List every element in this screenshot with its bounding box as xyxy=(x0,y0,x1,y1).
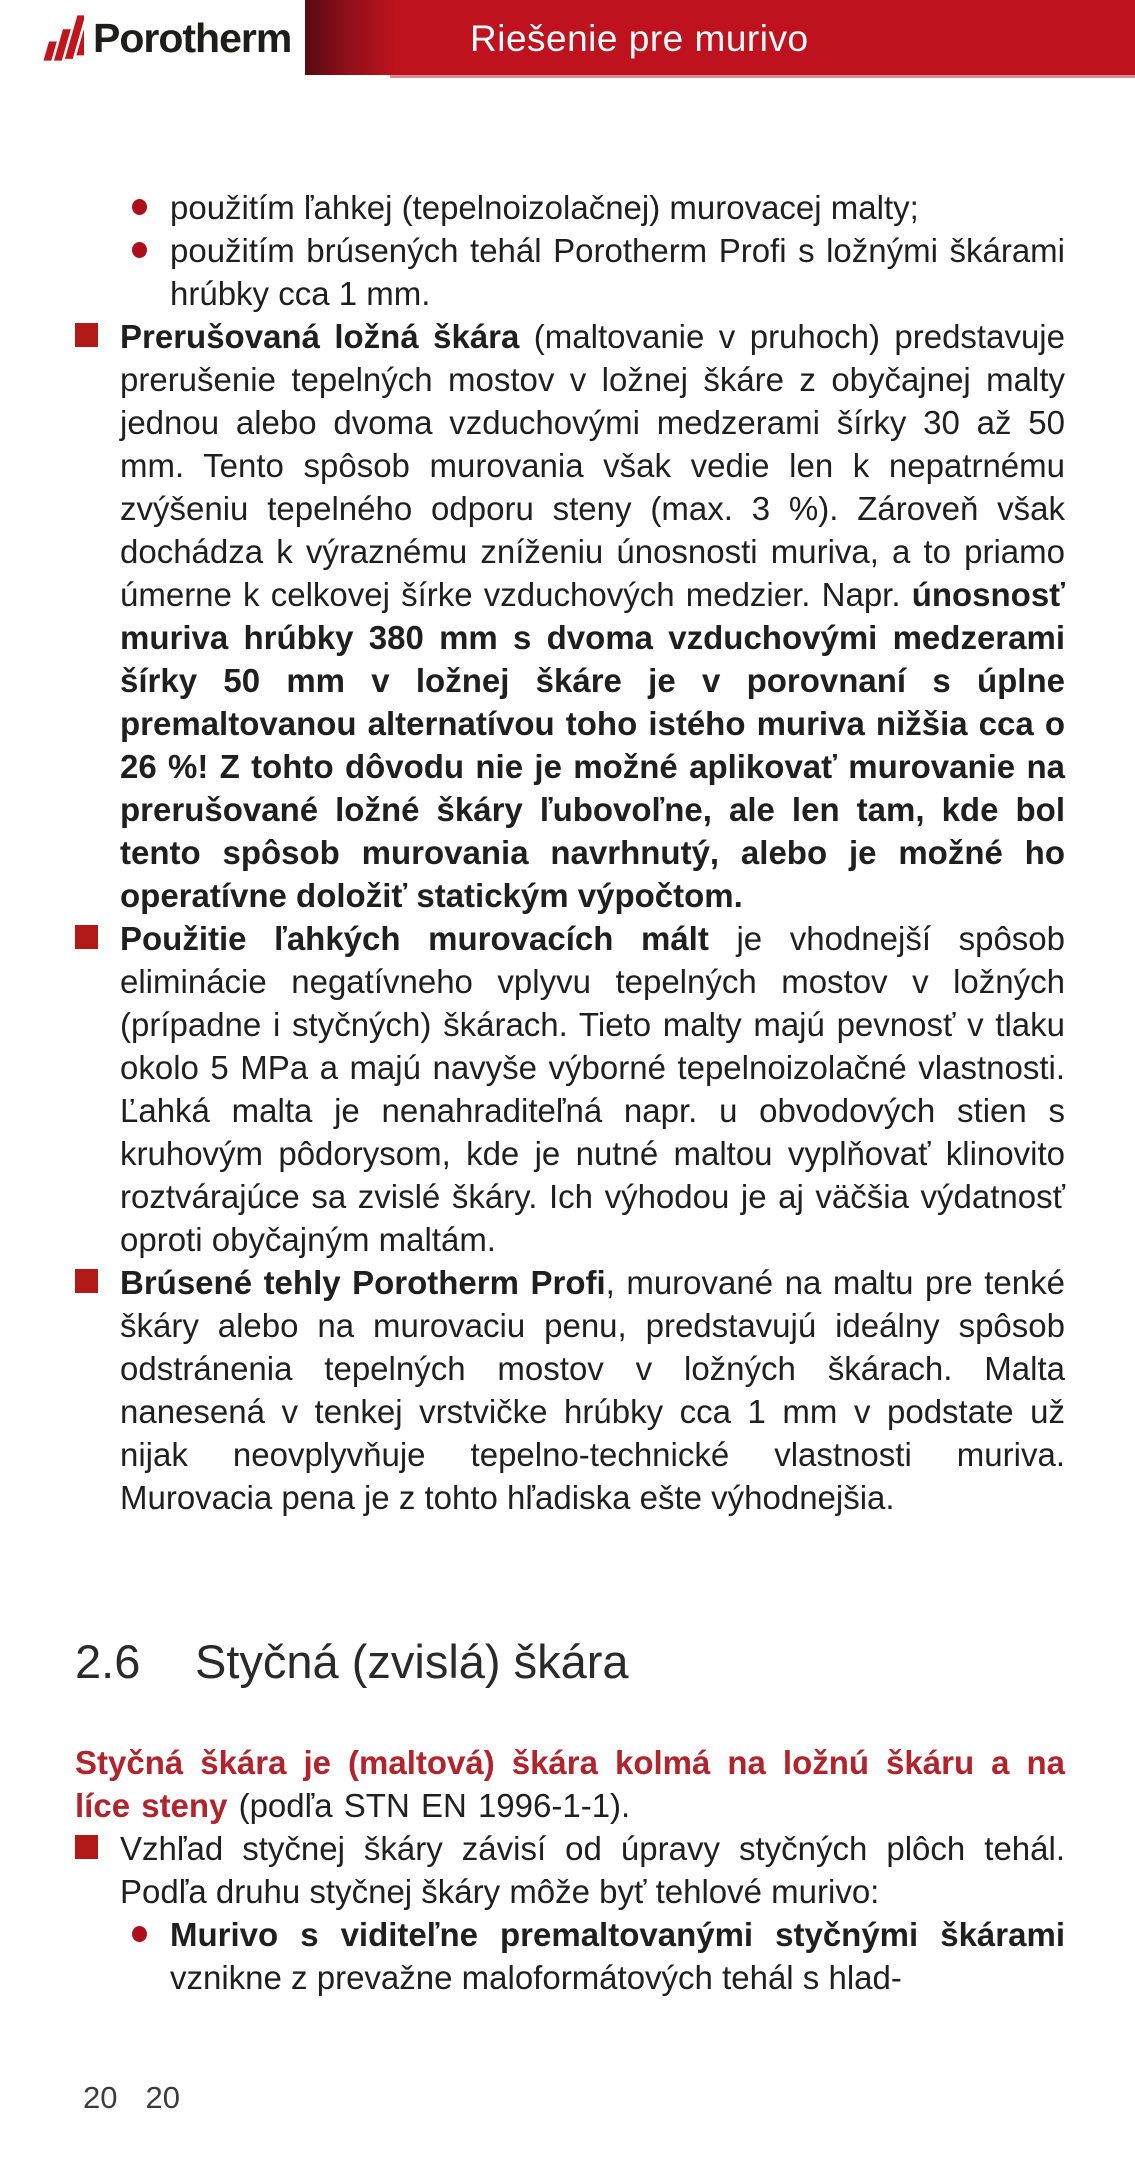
paragraph-prerusovana xyxy=(75,315,1065,917)
list-item-text: použitím ľahkej (tepelnoizolačnej) murovacej malty; xyxy=(170,189,919,226)
list-item xyxy=(75,1913,1065,1999)
section-number: 2.6 xyxy=(75,1635,141,1688)
round-bullet-icon xyxy=(132,199,147,215)
round-bullet-icon xyxy=(132,1926,147,1942)
paragraph-bold-lead: Prerušovaná ložná škára xyxy=(120,318,520,355)
square-bullet-icon xyxy=(75,925,98,949)
square-bullet-icon xyxy=(75,1269,98,1293)
paragraph-text: (maltovanie v pruhoch) predstavuje prerušenie tepelných mostov v ložnej škáre z obyčajnej malty jednou alebo dvoma vzduchovými medzerami šírky 30 až 50 mm. Tento spôsob murovania však vedie len k nepatrnému zvýšeniu tepelného odporu steny (max. 3 %). Zároveň však dochádza k výraznému zníženiu únosnosti muriva, a to priamo úmerne k celkovej šírke vzduchových medzier. Napr. xyxy=(120,318,1065,613)
sub-bullet-list xyxy=(75,1913,1065,1999)
list-item-text: použitím brúsených tehál Porotherm Profi s ložnými škárami hrúbky cca 1 mm. xyxy=(170,232,1065,312)
paragraph-bold-lead: Použitie ľahkých murovacích mált xyxy=(120,920,709,957)
page-number: 20 xyxy=(83,2080,118,2115)
banner-title: Riešenie pre murivo xyxy=(470,18,809,59)
logo-text: Porotherm xyxy=(93,15,292,61)
paragraph-vzhlad xyxy=(75,1827,1065,1913)
paragraph-bold-tail: únosnosť muriva hrúbky 380 mm s dvoma vzduchovými medzerami šírky 50 mm v ložnej škáre je v porovnaní s úplne premaltovanou alternatívou toho istého muriva nižšia cca o 26 %! Z tohto dôvodu nie je možné aplikovať murovanie na prerušované ložné škáry ľubovoľne, ale len tam, kde bol tento spôsob murovania navrhnutý, alebo je možné ho operatívne doložiť statickým výpočtom. xyxy=(120,576,1065,914)
paragraph-text: , murované na maltu pre tenké škáry alebo na murovaciu penu, predstavujú ideálny spôsob odstránenia tepelných mostov v ložných škárach. Malta nanesená v tenkej vrstvičke hrúbky cca 1 mm v podstate už nijak neovplyvňuje tepelno-technické vlastnosti muriva. Murovacia pena je z tohto hľadiska ešte výhodnejšia. xyxy=(120,1264,1065,1516)
lead-red-text: Styčná škára je (maltová) škára kolmá na ložnú škáru a na líce steny xyxy=(75,1744,1065,1824)
porotherm-logo xyxy=(30,8,291,68)
list-item xyxy=(75,186,1065,229)
porotherm-logo-icon xyxy=(30,10,84,66)
section-title: Styčná (zvislá) škára xyxy=(195,1635,629,1688)
main-text-column xyxy=(75,186,1065,1519)
paragraph-text: je vhodnejší spôsob eliminácie negatívneho vplyvu tepelných mostov v ložných (prípadne i styčných) škárach. Tieto malty majú pevnosť v tlaku okolo 5 MPa a majú navyše výborné tepelnoizolačné vlastnosti. Ľahká malta je nenahraditeľná napr. u obvodových stien s kruhovým pôdorysom, kde je nutné maltou vyplňovať klinovito roztvárajúce sa zvislé škáry. Ich výhodou je aj väčšia výdatnosť oproti obyčajným maltám. xyxy=(120,920,1065,1258)
square-bullet-icon xyxy=(75,1835,98,1859)
square-bullet-icon xyxy=(75,323,98,347)
header-banner xyxy=(305,0,1135,75)
list-item-bold-lead: Murivo s viditeľne premaltovanými styčnými škárami xyxy=(170,1916,1065,1953)
round-bullet-icon xyxy=(132,242,147,258)
list-item-text: vznikne z prevažne maloformátových tehál s hlad- xyxy=(170,1959,902,1996)
intro-bullet-list xyxy=(75,186,1065,315)
paragraph-pouzitie xyxy=(75,917,1065,1261)
lead-normal-text: (podľa STN EN 1996-1-1). xyxy=(227,1787,631,1824)
paragraph-brusene xyxy=(75,1261,1065,1519)
section-heading xyxy=(75,1632,629,1692)
paragraph-text: Vzhľad styčnej škáry závisí od úpravy styčných plôch tehál. Podľa druhu styčnej škáry môže byť tehlové murivo: xyxy=(120,1830,1065,1910)
lead-paragraph xyxy=(75,1741,1065,1827)
page-number: 20 xyxy=(145,2080,180,2115)
list-item xyxy=(75,229,1065,315)
page-footer xyxy=(83,2080,180,2116)
section-body xyxy=(75,1741,1065,1999)
paragraph-bold-lead: Brúsené tehly Porotherm Profi xyxy=(120,1264,606,1301)
